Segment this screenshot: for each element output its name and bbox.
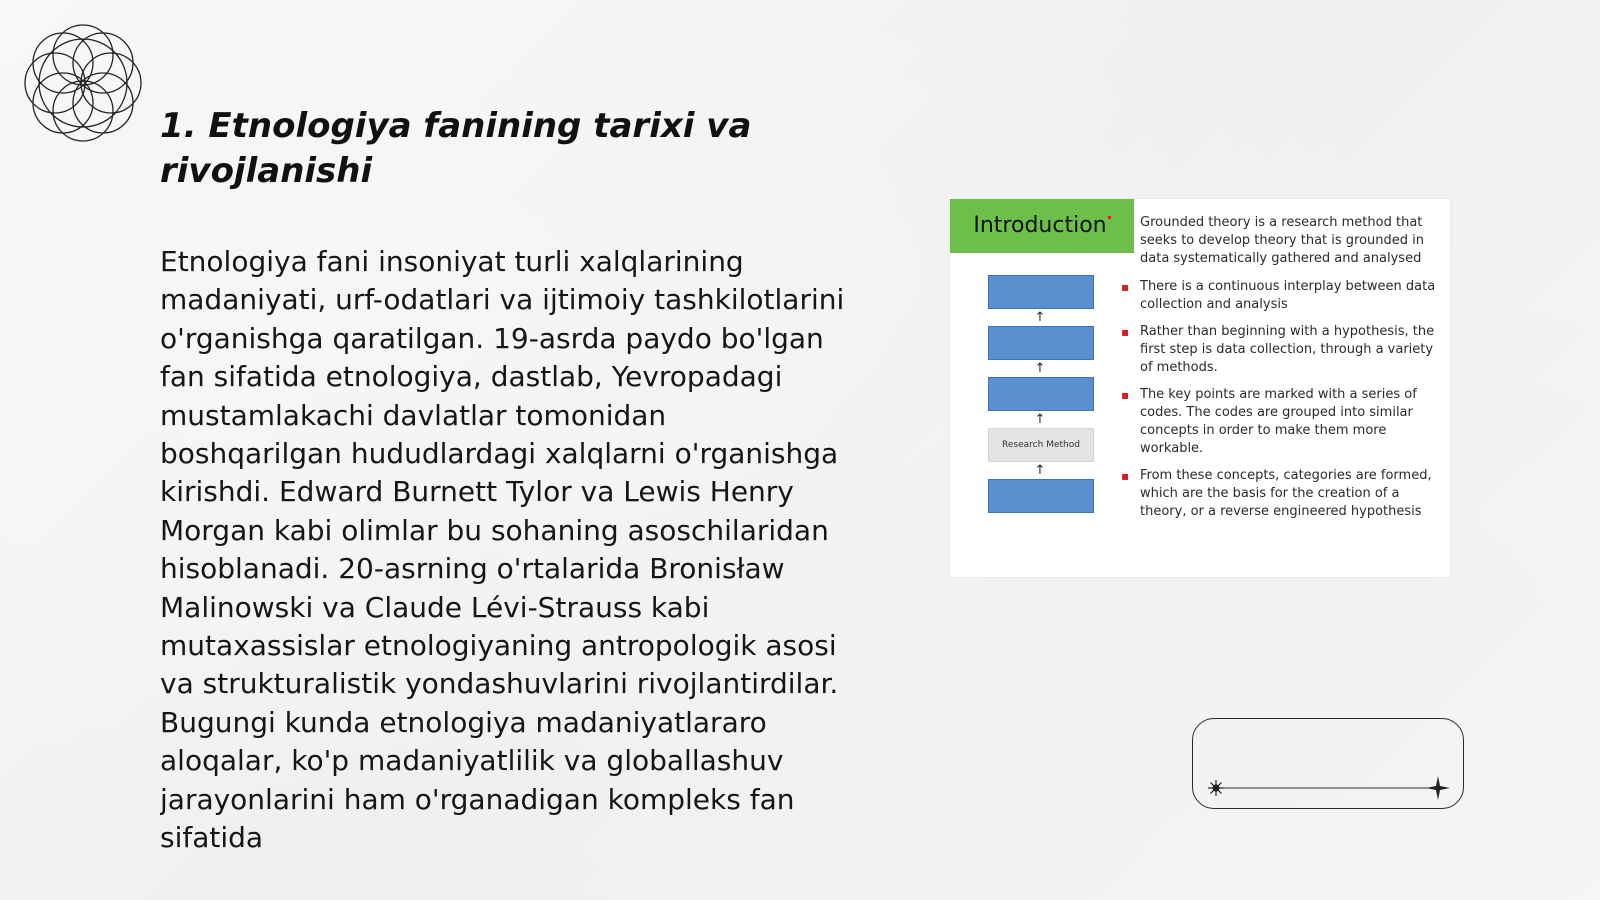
sparkle-star-icon: [1208, 780, 1224, 796]
introduction-slide-image: [950, 199, 1450, 577]
list-item-text: From these concepts, categories are formed, which are the basis for the creation of a theory, or a reverse engineered hypothesis: [1140, 468, 1432, 519]
introduction-header-label: Introduction: [973, 213, 1107, 238]
flow-box-2: [988, 326, 1094, 360]
decorative-line: [1192, 718, 1464, 809]
introduction-lead-text: Grounded theory is a research method that seeks to develop theory that is grounded in data systematically gathered and analysed: [1140, 215, 1425, 266]
flow-box-3: [988, 377, 1094, 411]
flow-box-research-method: [988, 428, 1094, 462]
up-arrow-icon: ↑: [1034, 310, 1046, 325]
red-dot-icon: [1108, 216, 1111, 219]
list-item: [1118, 386, 1442, 458]
list-item-text: The key points are marked with a series of codes. The codes are grouped into similar concepts in order to make them more workable.: [1140, 387, 1417, 456]
bullet-square-icon: ▪: [1121, 325, 1130, 339]
flow-box-5: [988, 479, 1094, 513]
introduction-header: [950, 199, 1134, 253]
flow-diagram: [988, 275, 1094, 513]
list-item-text: There is a continuous interplay between data collection and analysis: [1140, 279, 1436, 312]
list-item: [1118, 323, 1442, 377]
list-item: [1118, 278, 1442, 314]
slide-body-text: Etnologiya fani insoniyat turli xalqlarining madaniyati, urf-odatlari va ijtimoiy tashkilotlarini o'rganishga qaratilgan. 19-asrda paydo bo'lgan fan sifatida etnologiya, dastlab, Yevropadagi mustamlakachi davlatlar tomonidan boshqarilgan hududlardagi xalqlarni o'rganishga kirishdi. Edward Burnett Tylor va Lewis Henry Morgan kabi olimlar bu sohaning asoschilaridan hisoblanadi. 20-asrning o'rtalarida Bronisław Malinowski va Claude Lévi-Strauss kabi mutaxassislar etnologiyaning antropologik asosi va strukturalistik yondashuvlarini rivojlantirdilar. Bugungi kunda etnologiya madaniyatlararo aloqalar, ko'p madaniyatlilik va globallashuv jarayonlarini ham o'rganadigan kompleks fan sifatida: [160, 245, 845, 855]
flow-box-4-label: Research Method: [1002, 440, 1080, 450]
up-arrow-icon: ↑: [1034, 463, 1046, 478]
interlocking-circles-icon: [10, 10, 156, 156]
bullet-square-icon: ▪: [1121, 280, 1130, 294]
up-arrow-icon: ↑: [1034, 361, 1046, 376]
up-arrow-icon: ↑: [1034, 412, 1046, 427]
bullet-square-icon: ▪: [1121, 388, 1130, 402]
bullet-square-icon: ▪: [1121, 469, 1130, 483]
list-item-text: Rather than beginning with a hypothesis, the first step is data collection, through a variety of methods.: [1140, 324, 1435, 375]
slide-title: 1. Etnologiya fanining tarixi va rivojlanishi: [160, 106, 752, 191]
flow-box-1: [988, 275, 1094, 309]
introduction-bullet-list: [1118, 278, 1442, 530]
list-item: [1118, 467, 1442, 521]
four-point-star-icon: [1426, 776, 1450, 800]
